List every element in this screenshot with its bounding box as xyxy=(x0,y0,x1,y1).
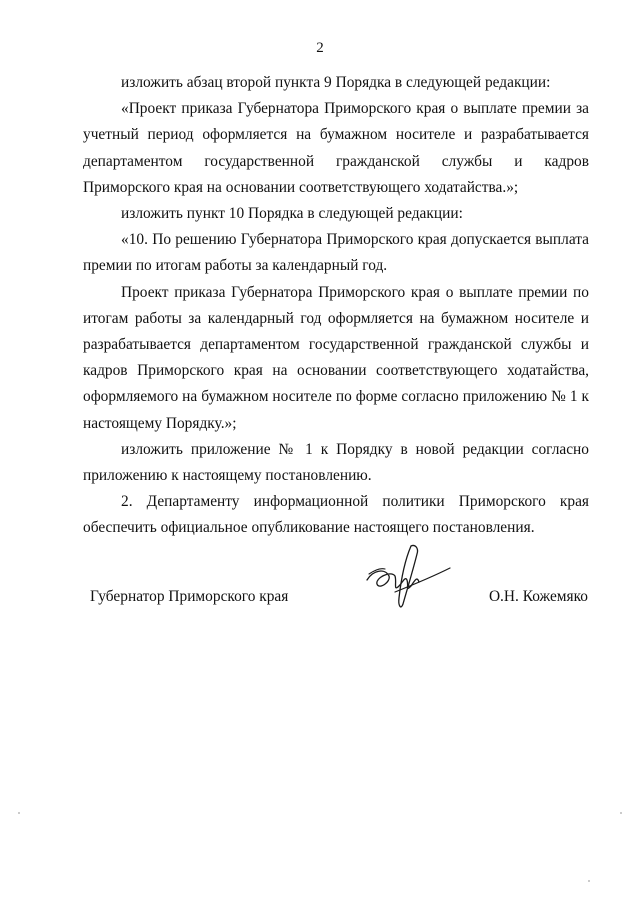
paragraph: Проект приказа Губернатора Приморского края о выплате премии по итогам работы за календарный год оформляется на бумажном носителе и разрабатывается департаментом государственной гражданской службы и кадров Приморского края на основании соответствующего ходатайства, оформляемого на бумажном носителе по форме согласно приложению № 1 к настоящему Порядку.»; xyxy=(83,283,589,432)
paragraph: изложить приложение № 1 к Порядку в новой редакции согласно приложению к настоящему постановлению. xyxy=(83,440,589,485)
scan-speck xyxy=(620,812,622,814)
paragraph: «Проект приказа Губернатора Приморского края о выплате премии за учетный период оформляется на бумажном носителе и разрабатывается департаментом государственной гражданской службы и кадров Приморского края на основании соответствующего ходатайства.»; xyxy=(83,100,589,196)
signatory-position: Губернатор Приморского края xyxy=(90,588,289,605)
paragraph: 2. Департаменту информационной политики Приморского края обеспечить официальное опубликование настоящего постановления. xyxy=(83,493,589,537)
page-number: 2 xyxy=(316,40,324,56)
signatory-name: О.Н. Кожемяко xyxy=(488,588,588,605)
paragraph: «10. По решению Губернатора Приморского края допускается выплата премии по итогам работы за календарный год. xyxy=(83,231,589,275)
paragraph: изложить пункт 10 Порядка в следующей редакции: xyxy=(121,205,463,223)
signature-block xyxy=(0,560,640,640)
scan-speck xyxy=(18,812,20,814)
paragraph: изложить абзац второй пункта 9 Порядка в следующей редакции: xyxy=(121,74,551,91)
document-body xyxy=(83,70,589,542)
handwritten-signature xyxy=(355,540,455,620)
scan-speck xyxy=(588,880,590,882)
